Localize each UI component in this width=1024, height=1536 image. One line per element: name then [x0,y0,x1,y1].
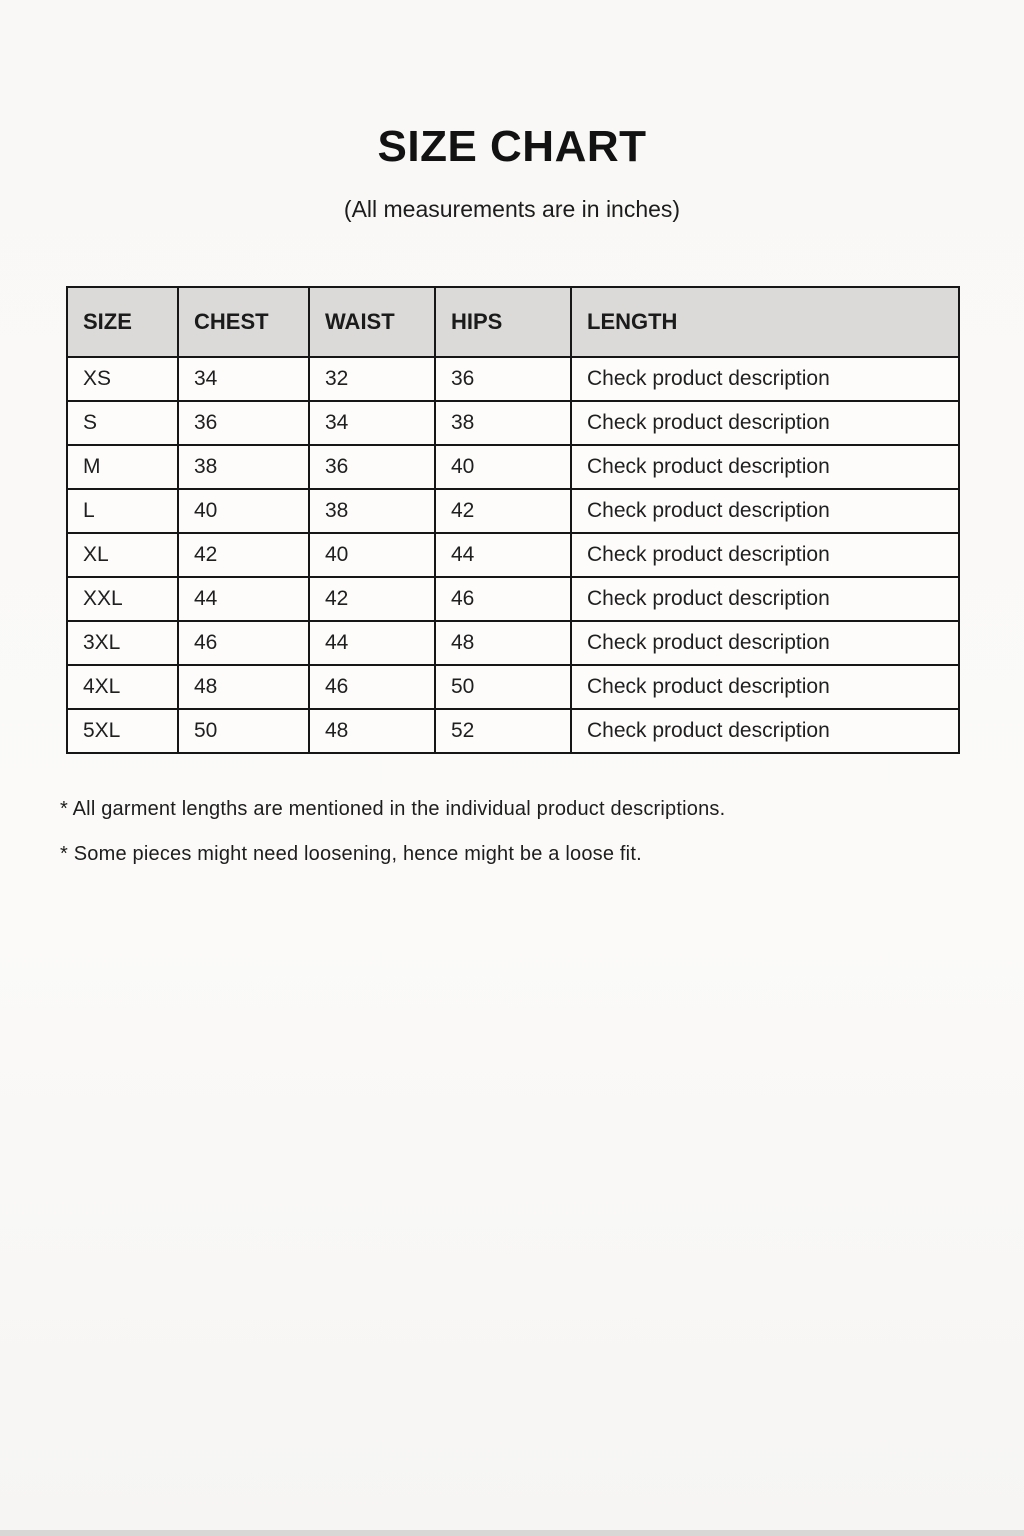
cell-hips: 38 [435,401,571,445]
cell-length: Check product description [571,665,959,709]
cell-hips: 48 [435,621,571,665]
table-header [67,287,959,357]
footnotes [60,798,1024,866]
cell-size: XL [67,533,178,577]
cell-chest: 42 [178,533,309,577]
cell-chest: 38 [178,445,309,489]
cell-length: Check product description [571,489,959,533]
table-row [67,665,959,709]
table-row [67,621,959,665]
cell-length: Check product description [571,401,959,445]
cell-hips: 46 [435,577,571,621]
table-row [67,489,959,533]
table-row [67,577,959,621]
cell-hips: 50 [435,665,571,709]
cell-waist: 32 [309,357,435,401]
cell-chest: 34 [178,357,309,401]
cell-waist: 46 [309,665,435,709]
cell-waist: 34 [309,401,435,445]
cell-chest: 40 [178,489,309,533]
cell-length: Check product description [571,533,959,577]
footnote-loose-fit: * Some pieces might need loosening, hence might be a loose fit. [60,843,642,865]
cell-chest: 50 [178,709,309,753]
cell-size: L [67,489,178,533]
cell-waist: 38 [309,489,435,533]
cell-length: Check product description [571,709,959,753]
table-row [67,709,959,753]
cell-size: 4XL [67,665,178,709]
cell-waist: 36 [309,445,435,489]
column-header-chest: CHEST [178,287,309,357]
cell-size: XS [67,357,178,401]
cell-waist: 40 [309,533,435,577]
size-chart-table [66,286,960,754]
cell-hips: 44 [435,533,571,577]
cell-length: Check product description [571,445,959,489]
cell-hips: 40 [435,445,571,489]
cell-hips: 52 [435,709,571,753]
cell-chest: 44 [178,577,309,621]
cell-length: Check product description [571,621,959,665]
cell-size: XXL [67,577,178,621]
cell-chest: 46 [178,621,309,665]
table-row [67,357,959,401]
page-subtitle: (All measurements are in inches) [343,196,681,222]
table-body [67,357,959,753]
cell-chest: 36 [178,401,309,445]
table-row [67,533,959,577]
column-header-hips: HIPS [435,287,571,357]
cell-size: M [67,445,178,489]
column-header-length: LENGTH [571,287,959,357]
cell-size: 3XL [67,621,178,665]
cell-chest: 48 [178,665,309,709]
cell-hips: 42 [435,489,571,533]
cell-waist: 48 [309,709,435,753]
table-row [67,401,959,445]
cell-length: Check product description [571,577,959,621]
footnote-garment-lengths: * All garment lengths are mentioned in the individual product descriptions. [60,798,726,820]
cell-hips: 36 [435,357,571,401]
table-row [67,445,959,489]
cell-size: 5XL [67,709,178,753]
cell-length: Check product description [571,357,959,401]
column-header-waist: WAIST [309,287,435,357]
table-header-row [67,287,959,357]
cell-size: S [67,401,178,445]
cell-waist: 44 [309,621,435,665]
cell-waist: 42 [309,577,435,621]
page-title: SIZE CHART [377,122,647,171]
column-header-size: SIZE [67,287,178,357]
